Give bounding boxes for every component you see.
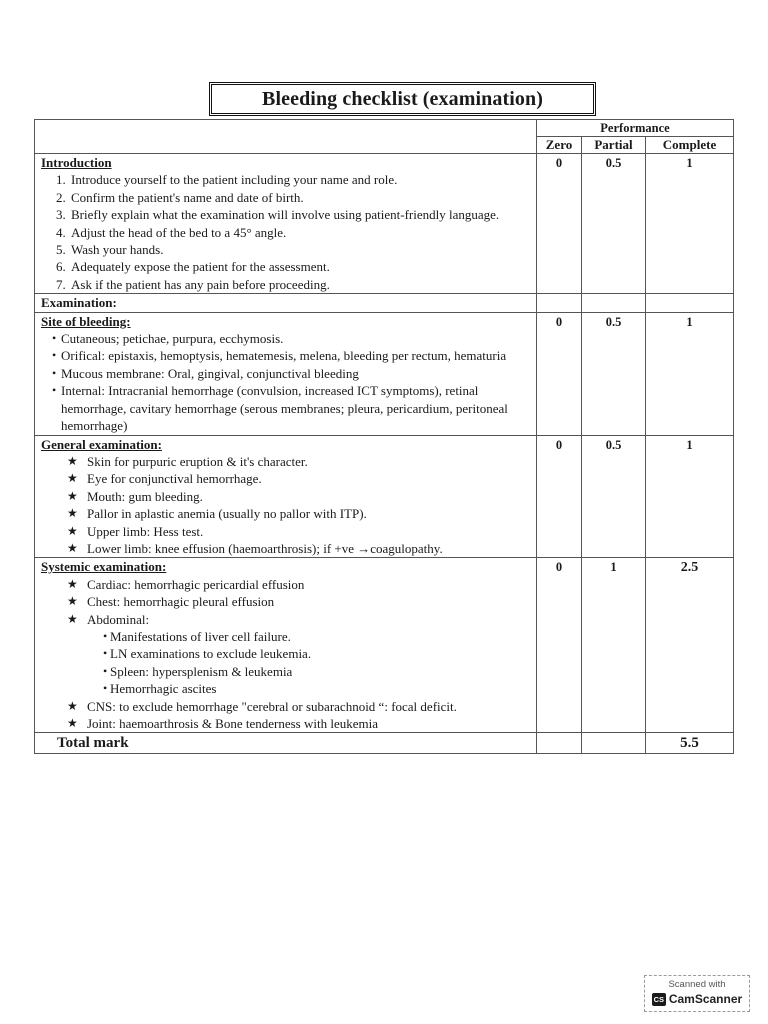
introduction-row [35, 154, 734, 294]
list-item: 6. Adequately expose the patient for the assessment. [69, 258, 532, 275]
general-score-zero: 0 [537, 435, 582, 558]
list-item-text: Chest: hemorrhagic pleural effusion [87, 594, 275, 610]
examination-label: Examination: [35, 294, 537, 312]
introduction-title: Introduction [41, 155, 112, 170]
list-item-text: Joint: haemoarthrosis & Bone tenderness with leukemia [87, 716, 378, 731]
total-value: 5.5 [646, 733, 734, 754]
list-item: 3. Briefly explain what the examination will involve using patient-friendly language. [69, 206, 532, 223]
general-score-complete: 1 [646, 435, 734, 558]
star-icon: ★ [67, 540, 78, 555]
site-score-complete: 1 [646, 312, 734, 435]
col-partial-header: Partial [582, 137, 646, 154]
empty-cell [537, 733, 582, 754]
star-icon: ★ [67, 698, 78, 713]
list-item: • Orifical: epistaxis, hemoptysis, hematemesis, melena, bleeding per rectum, hematuria [53, 347, 532, 364]
list-item: • Mucous membrane: Oral, gingival, conjunctival bleeding [53, 365, 532, 382]
site-of-bleeding-list [41, 330, 532, 434]
star-icon: ★ [67, 576, 78, 591]
list-item-text: Lower limb: knee effusion (haemoarthrosis); if +ve →coagulopathy. [87, 540, 443, 556]
systemic-score-complete: 2.5 [646, 558, 734, 733]
list-item [67, 453, 532, 470]
star-icon: ★ [67, 506, 78, 521]
list-item-text: Mouth: gum bleeding. [87, 488, 203, 504]
list-item-text: Abdominal: [87, 611, 150, 627]
list-item: 1. Introduce yourself to the patient including your name and role. [69, 171, 532, 188]
star-icon: ★ [67, 523, 78, 538]
site-of-bleeding-cell [35, 312, 537, 435]
introduction-cell [35, 154, 537, 294]
list-item [67, 576, 532, 593]
systemic-examination-row [35, 558, 734, 733]
list-item [67, 488, 532, 505]
star-icon: ★ [67, 611, 78, 626]
empty-cell [582, 294, 646, 312]
col-zero-header: Zero [537, 137, 582, 154]
list-item [67, 523, 532, 540]
general-score-partial: 0.5 [582, 435, 646, 558]
scanner-watermark [644, 975, 750, 1012]
scanner-caption: Scanned with [668, 979, 726, 990]
list-item: • Internal: Intracranial hemorrhage (convulsion, increased ICT symptoms), retinal hemorrhage, cavitary hemorrhage (serous membranes; pleura, pericardium, peritoneal hemorrhage) [53, 382, 532, 434]
site-of-bleeding-row [35, 312, 734, 435]
list-item-text: Upper limb: Hess test. [87, 523, 204, 539]
list-item [67, 505, 532, 522]
header-blank-cell [35, 120, 537, 154]
list-item-text: CNS: to exclude hemorrhage "cerebral or subarachnoid “: focal deficit. [87, 698, 457, 714]
star-icon: ★ [67, 471, 78, 486]
star-icon: ★ [67, 716, 78, 730]
list-item: 4. Adjust the head of the bed to a 45° angle. [69, 224, 532, 241]
systemic-score-zero: 0 [537, 558, 582, 733]
abdominal-sublist [87, 628, 532, 698]
page-title: Bleeding checklist (examination) [209, 82, 596, 116]
introduction-score-partial: 0.5 [582, 154, 646, 294]
list-item [67, 470, 532, 487]
list-item: • Cutaneous; petichae, purpura, ecchymosis. [53, 330, 532, 347]
general-examination-cell [35, 435, 537, 558]
general-examination-row [35, 435, 734, 558]
examination-row [35, 294, 734, 312]
performance-header: Performance [537, 120, 734, 137]
list-item: • Hemorrhagic ascites [103, 680, 532, 697]
general-examination-list [41, 453, 532, 557]
systemic-score-partial: 1 [582, 558, 646, 733]
general-examination-title: General examination: [41, 436, 162, 452]
list-item [67, 715, 532, 732]
empty-cell [646, 294, 734, 312]
list-item: 7. Ask if the patient has any pain before proceeding. [69, 276, 532, 293]
col-complete-header: Complete [646, 137, 734, 154]
list-item: 5. Wash your hands. [69, 241, 532, 258]
total-label: Total mark [35, 733, 537, 754]
introduction-list [41, 171, 532, 293]
scanner-brand-name: CamScanner [668, 992, 743, 1006]
list-item [67, 593, 532, 610]
scanner-brand [645, 992, 749, 1006]
list-item [67, 698, 532, 715]
camscanner-logo-icon: CS [653, 994, 665, 1004]
introduction-score-complete: 1 [646, 154, 734, 294]
list-item: • LN examinations to exclude leukemia. [103, 645, 532, 662]
empty-cell [582, 733, 646, 754]
empty-cell [537, 294, 582, 312]
systemic-examination-title: Systemic examination: [41, 559, 167, 575]
site-score-zero: 0 [537, 312, 582, 435]
star-icon: ★ [67, 594, 78, 609]
systemic-examination-list [41, 576, 532, 733]
list-item: 2. Confirm the patient's name and date of birth. [69, 189, 532, 206]
introduction-score-zero: 0 [537, 154, 582, 294]
total-row [35, 733, 734, 754]
list-item [67, 540, 532, 557]
checklist-table [34, 119, 734, 754]
list-item-text: Skin for purpuric eruption & it's character. [87, 453, 308, 469]
list-item-text: Eye for conjunctival hemorrhage. [87, 471, 262, 487]
list-item: • Manifestations of liver cell failure. [103, 628, 532, 645]
star-icon: ★ [67, 488, 78, 503]
list-item: • Spleen: hypersplenism & leukemia [103, 663, 532, 680]
site-score-partial: 0.5 [582, 312, 646, 435]
list-item-text: Cardiac: hemorrhagic pericardial effusion [87, 576, 305, 592]
site-of-bleeding-title: Site of bleeding: [41, 313, 131, 329]
systemic-examination-cell [35, 558, 537, 733]
header-row-performance [35, 120, 734, 137]
list-item [67, 611, 532, 698]
list-item-text: Pallor in aplastic anemia (usually no pallor with ITP). [87, 506, 367, 522]
star-icon: ★ [67, 453, 78, 468]
